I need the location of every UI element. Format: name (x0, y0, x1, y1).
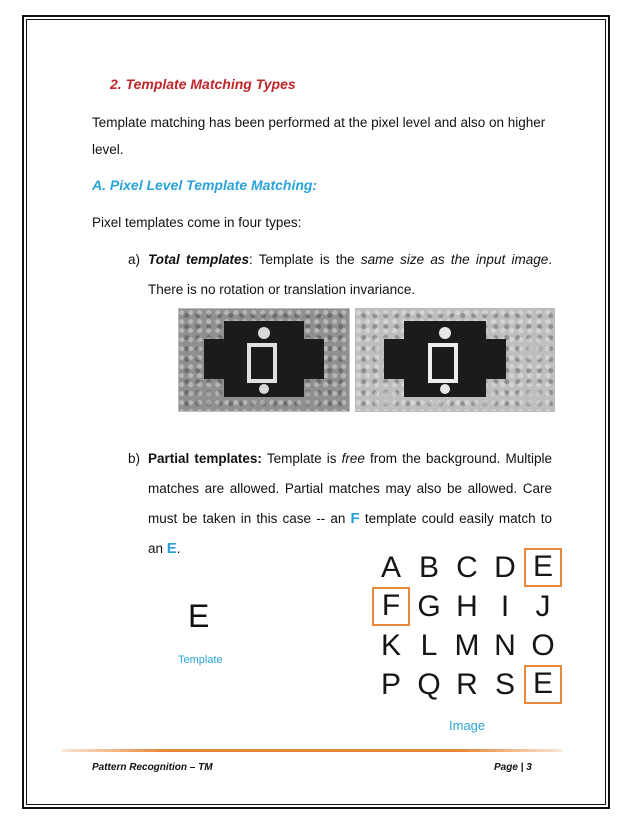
image-caption: Image (449, 718, 486, 733)
grid-letter: G (417, 590, 441, 623)
footer-divider (62, 749, 562, 752)
bracket-part-graphic (356, 309, 554, 411)
grid-letter: K (380, 629, 401, 662)
item-a-text (148, 245, 552, 305)
grid-letter: B (418, 551, 439, 584)
grid-letter: N (494, 629, 516, 662)
item-a-term: Total templates (148, 252, 250, 267)
letter-grid (372, 548, 562, 704)
grid-letter: S (494, 668, 515, 701)
total-template-photo-1 (178, 308, 350, 412)
section-title: 2. Template Matching Types (110, 76, 296, 92)
grid-letter: D (494, 551, 516, 584)
grid-letter: J (535, 590, 551, 623)
grid-letter: P (380, 668, 401, 701)
grid-letter: I (500, 590, 510, 623)
item-b-text (148, 444, 552, 564)
item-b-text3: template could easily match to an (148, 511, 553, 556)
intro-line-1: Template matching has been performed at the pixel level and also on higher (92, 115, 546, 130)
footer-title: Pattern Recognition – TM (92, 762, 213, 773)
grid-letter-matched: E (524, 548, 562, 587)
grid-letter: L (420, 629, 438, 662)
template-letter: E (188, 598, 210, 634)
section-intro (92, 109, 550, 163)
item-b-text2: from the background. Multiple matches are allowed. Partial matches may also be allowed. Care must be taken in this case -- an (148, 451, 553, 526)
template-caption: Template (178, 654, 223, 666)
item-a-text1: : Template is the (249, 252, 361, 267)
grid-letter: R (456, 668, 478, 701)
subsection-intro: Pixel templates come in four types: (92, 215, 302, 230)
item-a-text2: . There is no rotation or translation invariance. (148, 252, 552, 297)
item-b-letter-f: F (350, 510, 360, 527)
item-a-emph: same size as the input image (360, 252, 549, 267)
item-b-text4: . (176, 541, 181, 556)
grid-letter: C (456, 551, 478, 584)
grid-letter: H (456, 590, 478, 623)
bracket-part-graphic (179, 309, 349, 411)
grid-letter: O (531, 629, 555, 662)
item-b-term: Partial templates: (148, 451, 262, 466)
item-b-emph: free (341, 451, 365, 466)
grid-letter: M (454, 629, 480, 662)
item-b-text1: Template is (261, 451, 342, 466)
page-number: Page | 3 (494, 762, 532, 773)
item-b-letter-e: E (166, 540, 177, 557)
grid-letter-matched: E (524, 665, 562, 704)
item-a-marker: a) (128, 252, 141, 267)
intro-line-2: level. (92, 142, 124, 157)
grid-letter: Q (417, 668, 441, 701)
subsection-title: A. Pixel Level Template Matching: (92, 177, 318, 193)
total-template-photo-2 (355, 308, 555, 412)
grid-letter: A (380, 551, 401, 584)
item-b-marker: b) (128, 451, 141, 466)
grid-letter-matched: F (372, 587, 410, 626)
